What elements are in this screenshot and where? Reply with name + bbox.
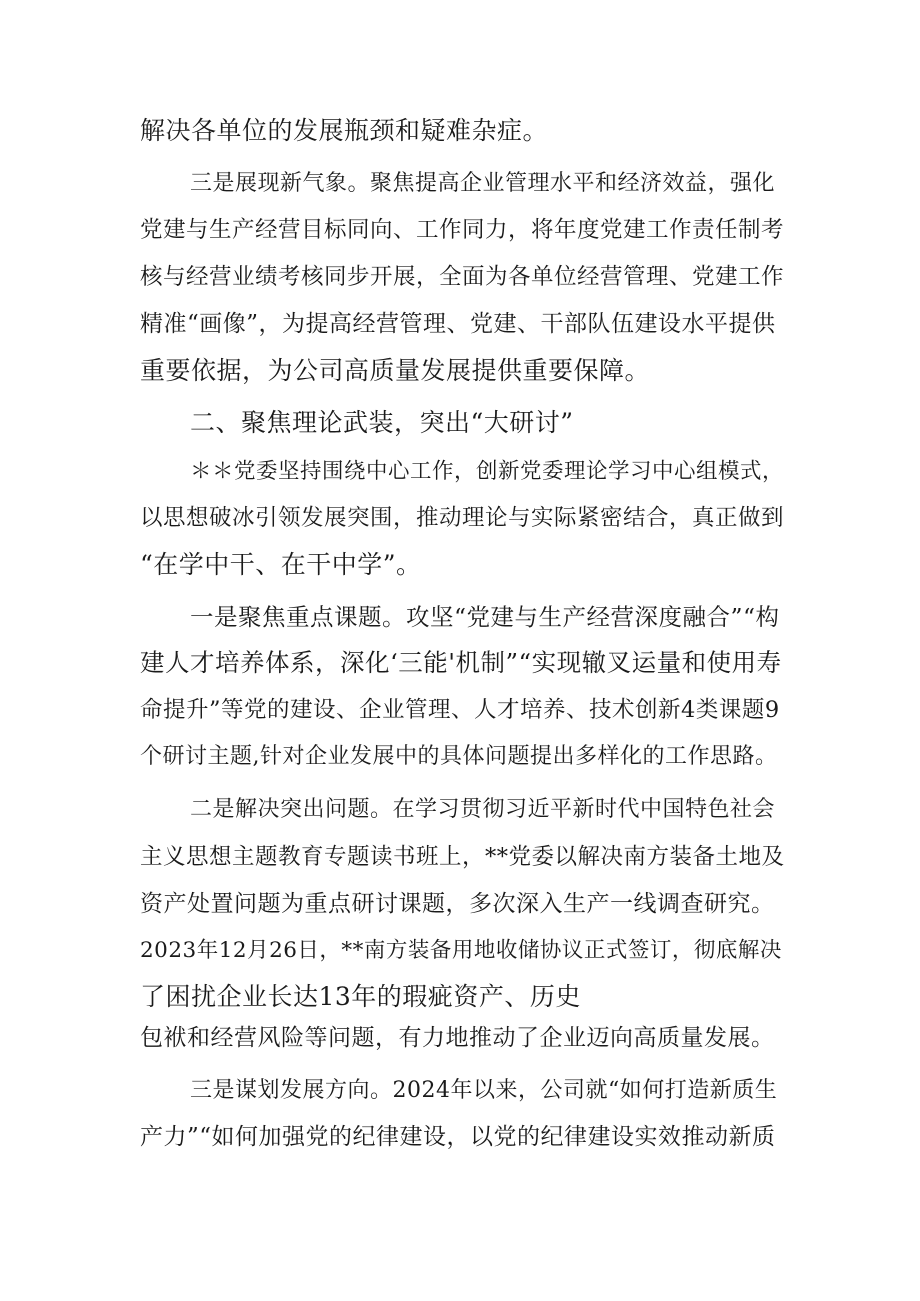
text-line: 产力”“如何加强党的纪律建设，以党的纪律建设实效推动新质 — [140, 1124, 776, 1150]
section-heading: 二、聚焦理论武装，突出“大研讨” — [190, 408, 574, 437]
text-line: 一是聚焦重点课题。攻坚“党建与生产经营深度融合”“构 — [190, 603, 780, 631]
text-line: 党建与生产经营目标同向、工作同力，将年度党建工作责任制考 — [140, 217, 785, 243]
text-line: 主义思想主题教育专题读书班上，**党委以解决南方装备土地及 — [140, 844, 785, 870]
text-line: 命提升”等党的建设、企业管理、人才培养、技术创新4类课题9 — [140, 697, 780, 723]
text-line: ＊＊党委坚持围绕中心工作，创新党委理论学习中心组模式， — [190, 459, 785, 484]
text-line: 建人才培养体系，深化‘三能'机制”“实现辙叉运量和使用寿 — [140, 648, 782, 677]
text-line: 包袱和经营风险等问题，有力地推动了企业迈向高质量发展。 — [140, 1025, 775, 1051]
text-line: 2023年12月26日，**南方装备用地收储协议正式签订，彻底解决 — [140, 938, 782, 963]
text-line: 个研讨主题,针对企业发展中的具体问题提出多样化的工作思路。 — [140, 744, 778, 769]
text-line: 精准“画像”，为提高经营管理、党建、干部队伍建设水平提供 — [140, 311, 776, 337]
text-line: 以思想破冰引领发展突围，推动理论与实际紧密结合，真正做到 — [140, 505, 785, 531]
text-line: 核与经营业绩考核同步开展，全面为各单位经营管理、党建工作 — [140, 264, 785, 290]
text-line: 了困扰企业长达13年的瑕疵资产、历史 — [140, 982, 581, 1011]
text-line: “在学中干、在干中学”。 — [140, 550, 422, 579]
text-line: 资产处置问题为重点研讨课题，多次深入生产一线调查研究。 — [140, 891, 775, 917]
text-line: 重要依据，为公司高质量发展提供重要保障。 — [140, 356, 651, 385]
text-line: 三是展现新气象。聚焦提高企业管理水平和经济效益，强化 — [190, 171, 776, 196]
text-line: 解决各单位的发展瓶颈和疑难杂症。 — [140, 116, 549, 145]
text-line: 二是解决突出问题。在学习贯彻习近平新时代中国特色社会 — [190, 797, 776, 822]
text-line: 三是谋划发展方向。2024年以来，公司就“如何打造新质生 — [190, 1078, 778, 1103]
